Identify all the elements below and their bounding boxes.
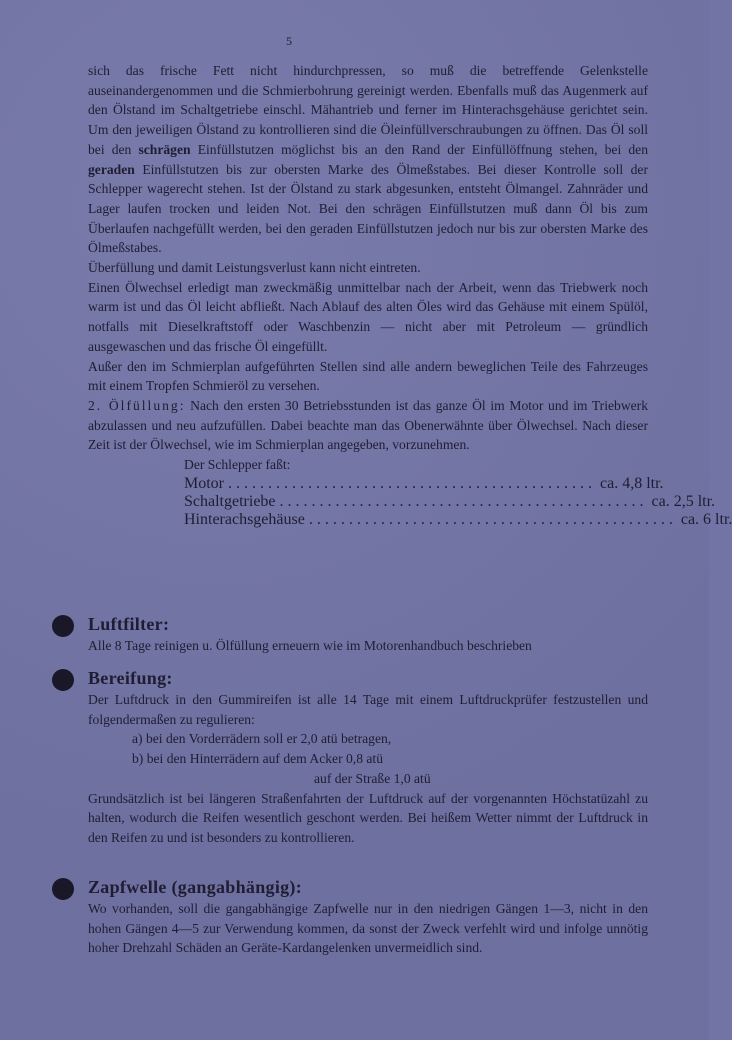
pressure-front: a) bei den Vorderrädern soll er 2,0 atü betragen, xyxy=(132,731,392,747)
bold-schraegen: schrägen xyxy=(138,141,191,157)
capacity-value: ca. 4,8 ltr. xyxy=(600,474,664,492)
bereifung-notes: Grundsätzlich ist bei längeren Straßenfahrten der Luftdruck auf der vorgenannten Höchstatüzahl zu halten, wodurch die Reifen wesentlich geschont werden. Bei heißem Wetter nimmt der Luftdruck in den Reifen zu und ist besonders zu kontrollieren. xyxy=(88,790,648,845)
pressure-rear-field: b) bei den Hinterrädern auf dem Acker 0,8 atü xyxy=(132,751,384,767)
oil-change-paragraph: Einen Ölwechsel erledigt man zweckmäßig unmittelbar nach der Arbeit, wenn das Triebwerk noch warm ist und das Öl leicht abfließt. Nach Ablauf des alten Öles wird das Gehäuse mit einem Spülöl, notfalls mit Dieselkraftstoff oder Waschbenzin — nicht aber mit Petroleum — gründlich ausgewaschen und das frische Öl eingefüllt. xyxy=(88,279,648,354)
oil-level-paragraph: sich das frische Fett nicht hindurchpressen, so muß die betreffende Gelenkstelle auseinandergenommen und die Schmierbohrung gereinigt werden. Ebenfalls muß das Augenmerk auf den Ölstand im Schaltgetriebe einschl. Mähantrieb und ferner im Hinterachsgehäuse gerichtet sein. Um den jeweiligen Ölstand zu kontrollieren sind die Öleinfüllverschraubungen zu öffnen. Das Öl soll bei den schrägen Einfüllstutzen möglichst bis an den Rand der Einfüllöffnung stehen, bei den geraden Einfüllstutzen bis zur obersten Marke des Ölmeßstabes. Bei dieser Kontrolle soll der Schlepper wagerecht stehen. Ist der Ölstand zu stark abgesunken, entsteht Ölmangel. Zahnräder und Lager laufen trocken und leiden Not. Bei den schrägen Einfüllstutzen muß dann Öl bis zum Überlaufen nachgefüllt werden, bei den geraden Einfüllstutzen jedoch nur bis zur obersten Marke des Ölmeßstabes. xyxy=(88,63,648,256)
capacity-value: ca. 6 ltr. xyxy=(680,510,732,528)
heading-luftfilter: Luftfilter: xyxy=(88,614,170,634)
capacity-row-motor xyxy=(184,474,664,493)
dot-leader: .............................................. xyxy=(308,510,677,528)
luftfilter-text: Alle 8 Tage reinigen u. Ölfüllung erneuern wie im Motorenhandbuch beschrieben xyxy=(88,638,532,653)
section-bullet-icon xyxy=(52,615,74,637)
overfill-paragraph: Überfüllung und damit Leistungsverlust kann nicht eintreten. xyxy=(88,260,421,276)
section-bullet-icon xyxy=(52,669,74,691)
capacity-row-hinterachsgehaeuse xyxy=(184,510,732,529)
bold-geraden: geraden xyxy=(88,161,135,177)
lubrication-paragraph: Außer den im Schmierplan aufgeführten Stellen sind alle andern beweglichen Teile des Fahrzeuges mit einem Tropfen Schmieröl zu versehen. xyxy=(88,358,648,394)
oil-fill-label: 2. Ölfüllung: xyxy=(88,397,186,413)
dot-leader: .............................................. xyxy=(279,492,648,510)
capacity-label: Schaltgetriebe xyxy=(184,492,276,510)
intro-block xyxy=(88,61,732,529)
section-zapfwelle xyxy=(52,875,648,958)
page-marker: 5 xyxy=(286,34,292,48)
section-bereifung xyxy=(52,666,648,848)
zapfwelle-text: Wo vorhanden, soll die gangabhängige Zapfwelle nur in den niedrigen Gängen 1—3, nicht in den hohen Gängen 4—5 zur Verwendung kommen, da sonst der Zweck verfehlt wird und infolge unnötig hoher Drehzahl Schäden an Geräte-Kardangelenken unvermeidlich sind. xyxy=(88,901,648,956)
capacity-row-schaltgetriebe xyxy=(184,492,716,511)
pressure-rear-road: auf der Straße 1,0 atü xyxy=(314,770,431,786)
heading-bereifung: Bereifung: xyxy=(88,668,173,688)
dot-leader: .............................................. xyxy=(228,474,596,492)
capacity-label: Motor xyxy=(184,474,224,492)
capacity-value: ca. 2,5 ltr. xyxy=(651,492,716,510)
capacity-label: Hinterachsgehäuse xyxy=(184,510,305,528)
oil-fill-paragraph: 2. Ölfüllung: Nach den ersten 30 Betriebsstunden ist das ganze Öl im Motor und im Triebwerk abzulassen und neu aufzufüllen. Dabei beachte man das Obenerwähnte über Ölwechsel. Nach dieser Zeit ist der Ölwechsel, wie im Schmierplan angegeben, vorzunehmen. xyxy=(88,397,648,453)
section-luftfilter xyxy=(52,612,648,656)
heading-zapfwelle: Zapfwelle (gangabhängig): xyxy=(88,877,303,897)
bereifung-intro: Der Luftdruck in den Gummireifen ist alle 14 Tage mit einem Luftdruckprüfer festzustellen und folgendermaßen zu regulieren: xyxy=(88,692,648,727)
section-bullet-icon xyxy=(52,878,74,900)
capacity-intro: Der Schlepper faßt: xyxy=(184,457,291,473)
